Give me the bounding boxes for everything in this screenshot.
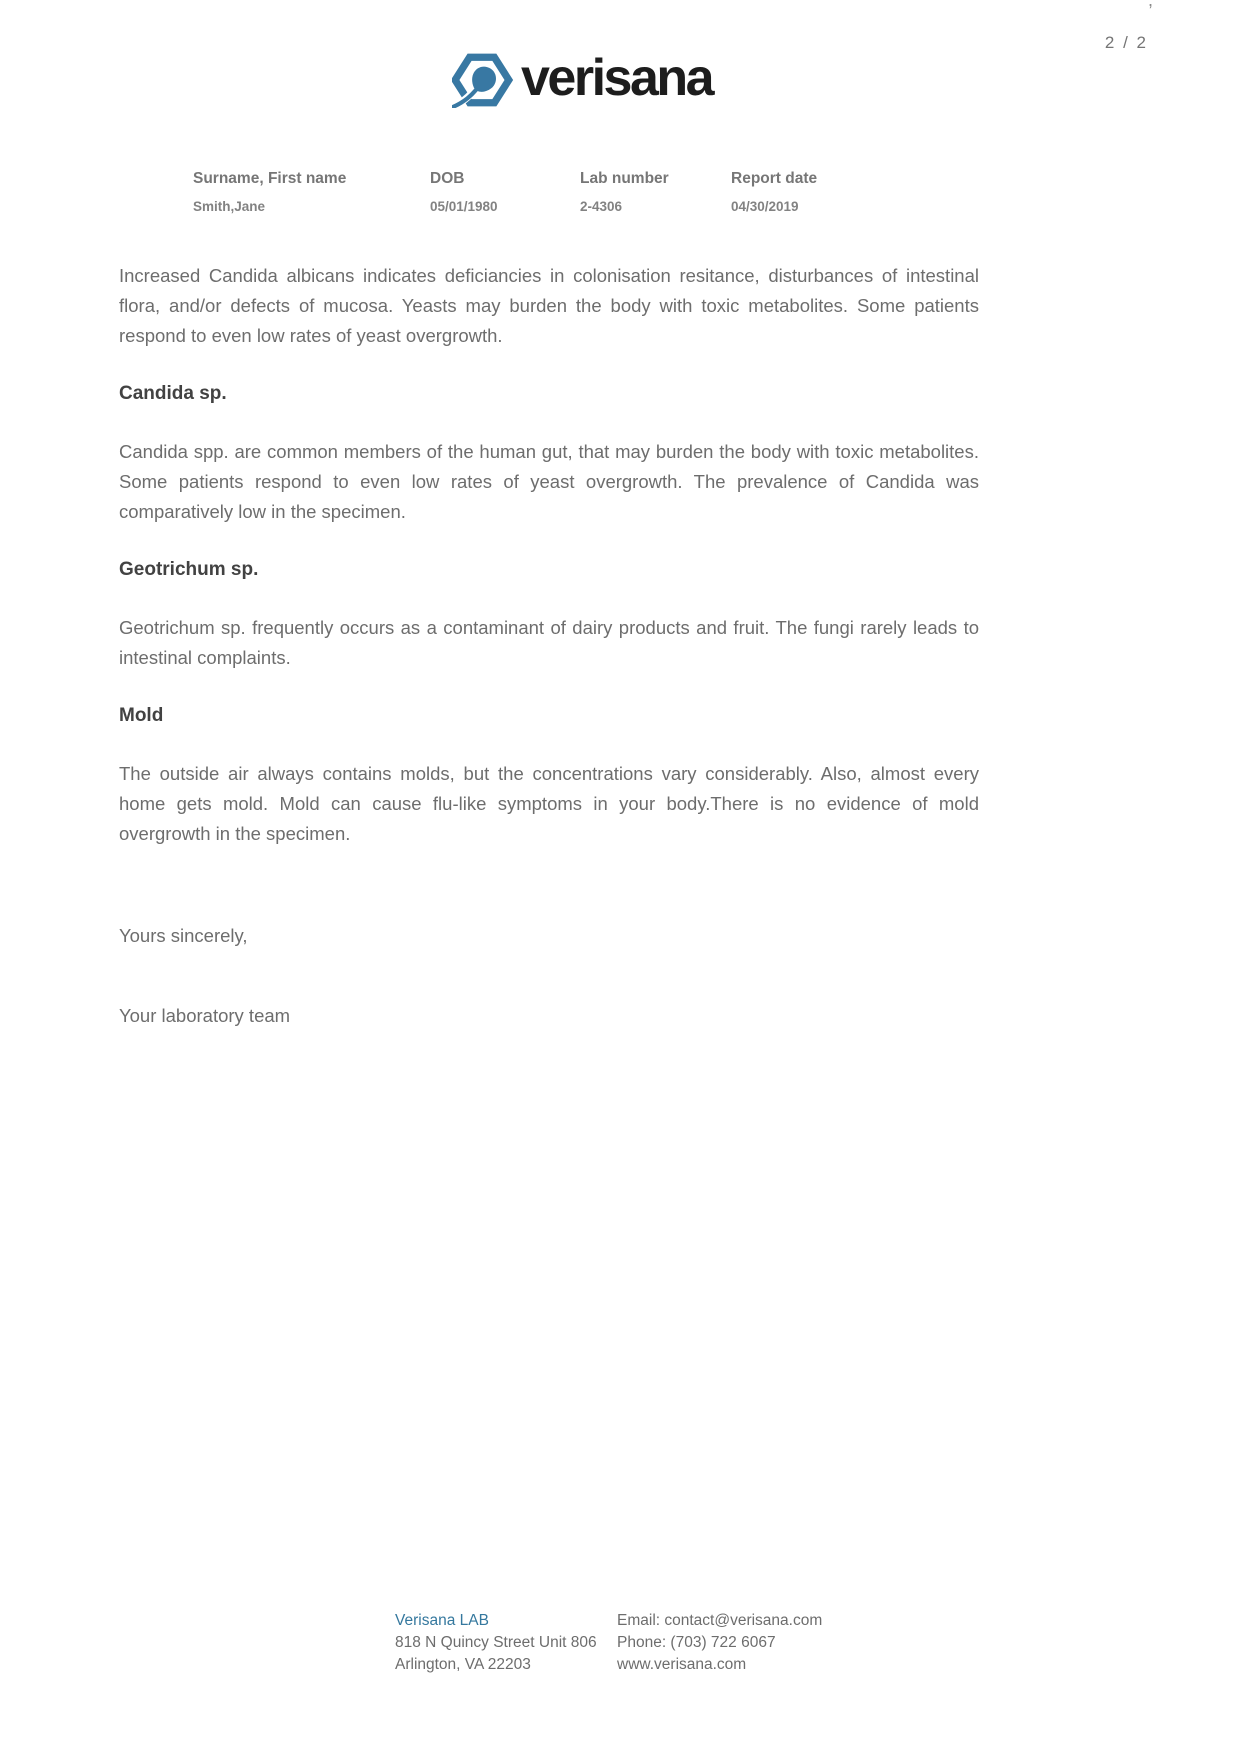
patient-field-lab-number xyxy=(580,170,731,214)
footer-company-name: Verisana LAB xyxy=(395,1612,489,1629)
section-heading-geotrichum: Geotrichum sp. xyxy=(119,559,259,580)
section-heading-mold: Mold xyxy=(119,705,164,726)
signature-line: Your laboratory team xyxy=(119,1005,291,1026)
footer-address-column xyxy=(395,1610,617,1676)
report-body xyxy=(119,261,979,1059)
section-heading-candida: Candida sp. xyxy=(119,383,227,404)
field-value: 05/01/1980 xyxy=(430,199,498,214)
field-value: 04/30/2019 xyxy=(731,199,799,214)
field-label: Lab number xyxy=(580,170,669,187)
section-paragraph-geotrichum: Geotrichum sp. frequently occurs as a contaminant of dairy products and fruit. The fungi rarely leads to intestinal complaints. xyxy=(119,617,979,668)
verisana-hexagon-leaf-icon xyxy=(452,52,514,108)
footer-contact-column xyxy=(617,1610,822,1676)
closing-line: Yours sincerely, xyxy=(119,925,248,946)
section-paragraph-mold: The outside air always contains molds, but the concentrations vary considerably. Also, almost every home gets mold. Mold can cause flu-like symptoms in your body.There is no evidence of mold overgrowth in the specimen. xyxy=(119,763,979,844)
field-value: 2-4306 xyxy=(580,199,623,214)
patient-field-name xyxy=(193,170,430,214)
footer-phone: Phone: (703) 722 6067 xyxy=(617,1634,776,1651)
page-number: 2 / 2 xyxy=(1104,33,1148,52)
field-value: Smith,Jane xyxy=(193,199,266,214)
verisana-logo xyxy=(452,49,713,108)
top-edge-mark: , xyxy=(1148,0,1154,10)
field-label: DOB xyxy=(430,170,465,187)
footer-email: Email: contact@verisana.com xyxy=(617,1612,823,1629)
footer-address-line1: 818 N Quincy Street Unit 806 xyxy=(395,1634,597,1651)
patient-header xyxy=(193,170,1140,214)
section-paragraph-candida: Candida spp. are common members of the human gut, that may burden the body with toxic metabolites. Some patients respond to even low rates of yeast overgrowth. The prevalence of Candida was comparatively low in the specimen. xyxy=(119,441,979,522)
page-footer xyxy=(395,1610,822,1676)
logo-wordmark: verisana xyxy=(521,49,713,107)
field-label: Surname, First name xyxy=(193,170,347,187)
footer-address-line2: Arlington, VA 22203 xyxy=(395,1656,531,1673)
field-label: Report date xyxy=(731,170,818,187)
patient-field-report-date xyxy=(731,170,817,214)
patient-field-dob xyxy=(430,170,580,214)
intro-paragraph: Increased Candida albicans indicates deficiancies in colonisation resitance, disturbances of intestinal flora, and/or defects of mucosa. Yeasts may burden the body with toxic metabolites. Some patients respond to even low rates of yeast overgrowth. xyxy=(119,265,979,346)
footer-website: www.verisana.com xyxy=(617,1656,747,1673)
